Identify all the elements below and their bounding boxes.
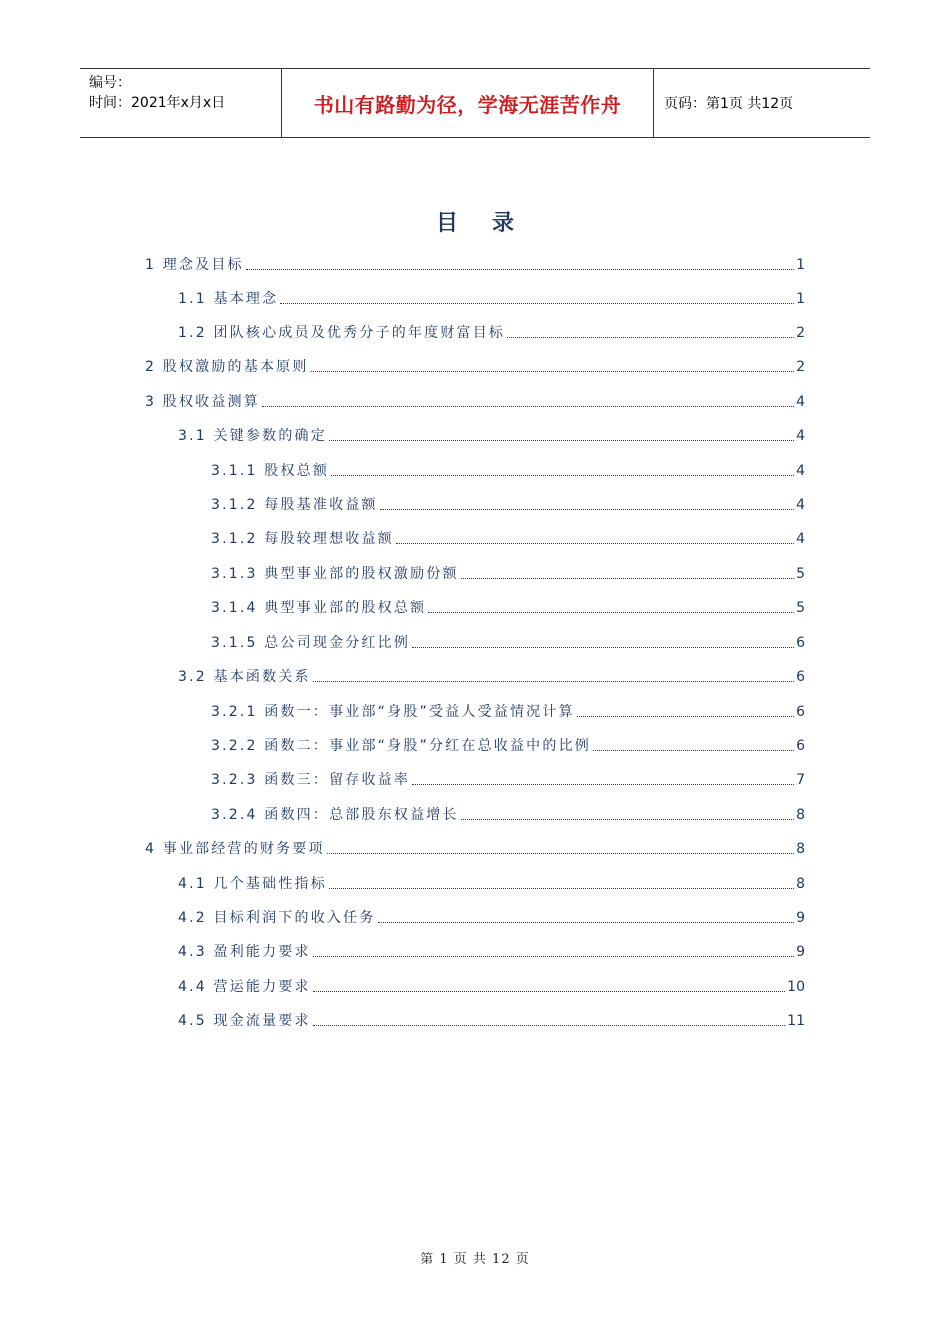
toc-entry[interactable]: [145, 390, 805, 412]
toc-entry-page: 6: [796, 738, 805, 754]
toc-entry[interactable]: [211, 734, 805, 756]
dot-leader: [313, 991, 785, 992]
document-header: [80, 68, 870, 138]
toc-entry[interactable]: [211, 596, 805, 618]
dot-leader: [412, 784, 794, 785]
toc-entry[interactable]: [211, 768, 805, 790]
toc-entry[interactable]: [211, 527, 805, 549]
dot-leader: [313, 956, 794, 957]
toc-entry-page: 10: [787, 979, 805, 995]
toc-entry-label: 4.3 盈利能力要求: [178, 944, 311, 960]
toc-entry-page: 8: [796, 876, 805, 892]
header-page-info: 页码：第1页 共12页: [664, 96, 794, 112]
dot-leader: [313, 1025, 785, 1026]
toc-entry-page: 1: [796, 257, 805, 273]
toc-entry-label: 3.2.2 函数二：事业部“身股”分红在总收益中的比例: [211, 738, 591, 754]
toc-entry[interactable]: [178, 872, 805, 894]
dot-leader: [246, 269, 794, 270]
toc-entry[interactable]: [178, 665, 805, 687]
toc-entry[interactable]: [145, 355, 805, 377]
toc-entry-page: 8: [796, 841, 805, 857]
toc-entry[interactable]: [178, 287, 805, 309]
toc-entry-label: 4 事业部经营的财务要项: [145, 841, 325, 857]
dot-leader: [380, 509, 794, 510]
toc-entry-page: 5: [796, 566, 805, 582]
header-motto: 书山有路勤为径，学海无涯苦作舟: [313, 92, 622, 117]
toc-entry-page: 1: [796, 291, 805, 307]
toc-entry-page: 5: [796, 600, 805, 616]
toc-entry-page: 4: [796, 463, 805, 479]
toc-entry-page: 2: [796, 325, 805, 341]
toc-entry-label: 4.1 几个基础性指标: [178, 876, 327, 892]
toc-entry-page: 9: [796, 910, 805, 926]
toc-entry-label: 3.2.4 函数四：总部股东权益增长: [211, 807, 459, 823]
toc-entry-label: 3.1.2 每股基准收益额: [211, 497, 378, 513]
dot-leader: [396, 543, 794, 544]
toc-entry[interactable]: [211, 459, 805, 481]
toc-entry[interactable]: [211, 562, 805, 584]
toc-entry-page: 4: [796, 531, 805, 547]
dot-leader: [280, 303, 794, 304]
dot-leader: [262, 406, 794, 407]
dot-leader: [313, 681, 794, 682]
toc-entry-label: 3.2 基本函数关系: [178, 669, 311, 685]
toc-entry[interactable]: [145, 837, 805, 859]
toc-entry-page: 4: [796, 428, 805, 444]
dot-leader: [461, 578, 794, 579]
toc-entry-page: 7: [796, 772, 805, 788]
dot-leader: [428, 612, 794, 613]
toc-entry[interactable]: [145, 253, 805, 275]
toc-entry-label: 4.5 现金流量要求: [178, 1013, 311, 1029]
toc-entry-label: 3.1.5 总公司现金分红比例: [211, 635, 411, 651]
document-date-label: 时间：2021年x月x日: [89, 95, 226, 111]
page-footer: 第 1 页 共 12 页: [420, 1252, 530, 1267]
toc-entry[interactable]: [178, 940, 805, 962]
toc-entry-page: 11: [787, 1013, 805, 1029]
dot-leader: [577, 716, 794, 717]
toc-entry-label: 3.1.1 股权总额: [211, 463, 330, 479]
toc-entry-label: 1.1 基本理念: [178, 291, 279, 307]
toc-entry-page: 6: [796, 704, 805, 720]
toc-entry-label: 3.2.3 函数三：留存收益率: [211, 772, 411, 788]
dot-leader: [593, 750, 794, 751]
dot-leader: [507, 337, 794, 338]
toc-entry-label: 1.2 团队核心成员及优秀分子的年度财富目标: [178, 325, 506, 341]
toc-entry[interactable]: [178, 321, 805, 343]
toc-entry[interactable]: [178, 906, 805, 928]
toc-entry-page: 6: [796, 635, 805, 651]
toc-entry-label: 4.4 营运能力要求: [178, 979, 311, 995]
toc-entry-page: 9: [796, 944, 805, 960]
toc-entry[interactable]: [211, 700, 805, 722]
toc-entry-page: 8: [796, 807, 805, 823]
toc-entry-label: 2 股权激励的基本原则: [145, 359, 309, 375]
toc-entry-label: 3.1.3 典型事业部的股权激励份额: [211, 566, 459, 582]
toc-entry-label: 3.1 关键参数的确定: [178, 428, 327, 444]
toc-entry-page: 4: [796, 394, 805, 410]
toc-entry-label: 3.2.1 函数一：事业部“身股”受益人受益情况计算: [211, 704, 575, 720]
dot-leader: [311, 371, 795, 372]
dot-leader: [412, 647, 794, 648]
header-page-cell: [654, 69, 870, 137]
toc-entry-label: 3.1.4 典型事业部的股权总额: [211, 600, 427, 616]
header-meta: [80, 69, 282, 137]
toc-entry-label: 1 理念及目标: [145, 257, 244, 273]
toc-entry-label: 4.2 目标利润下的收入任务: [178, 910, 376, 926]
toc-entry[interactable]: [211, 493, 805, 515]
toc-entry[interactable]: [178, 1009, 805, 1031]
toc-entry-label: 3 股权收益测算: [145, 394, 260, 410]
dot-leader: [329, 888, 794, 889]
header-motto-cell: [282, 69, 654, 137]
dot-leader: [378, 922, 795, 923]
dot-leader: [461, 819, 794, 820]
toc-title: 目录: [435, 211, 548, 236]
toc-entry-page: 6: [796, 669, 805, 685]
toc-entry-page: 2: [796, 359, 805, 375]
toc-entry[interactable]: [178, 975, 805, 997]
toc-entry-label: 3.1.2 每股较理想收益额: [211, 531, 394, 547]
toc-entry[interactable]: [211, 631, 805, 653]
toc-entry[interactable]: [211, 803, 805, 825]
dot-leader: [331, 475, 794, 476]
dot-leader: [329, 440, 794, 441]
dot-leader: [327, 853, 794, 854]
document-number-label: 编号：: [89, 75, 131, 91]
toc-entry-page: 4: [796, 497, 805, 513]
toc-entry[interactable]: [178, 424, 805, 446]
